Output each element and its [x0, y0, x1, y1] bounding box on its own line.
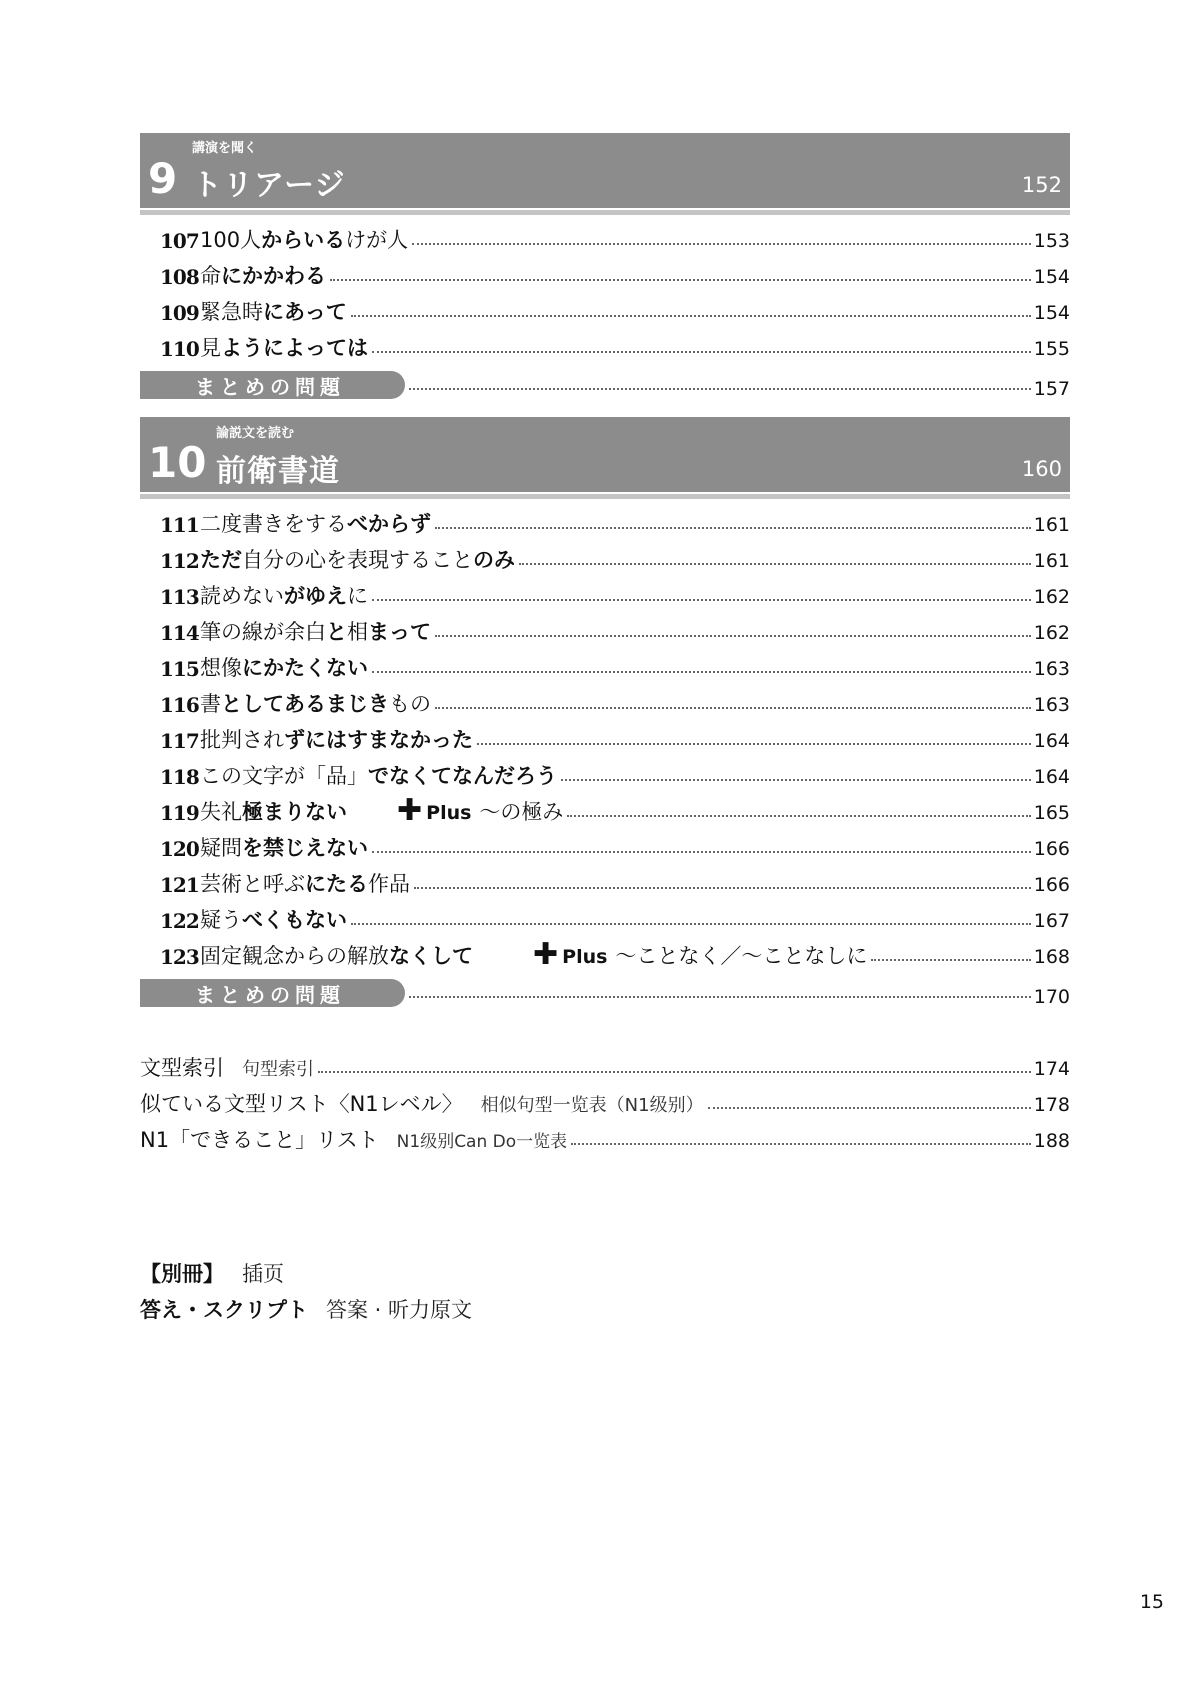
entry-title: 芸術と呼ぶにたる作品	[200, 871, 410, 896]
entry-number: 123	[160, 945, 199, 969]
toc-entry-120[interactable]	[160, 830, 1070, 860]
entry-number: 113	[160, 585, 199, 609]
entry-number: 112	[160, 549, 199, 573]
entry-title: 見ようによっては	[200, 335, 368, 360]
chapter-subtitle: 論説文を読む	[216, 426, 295, 441]
entry-title: 命にかかわる	[200, 263, 326, 288]
entry-page: 163	[1033, 658, 1070, 681]
page-number: 15	[1139, 1591, 1164, 1613]
leader-dots	[351, 315, 1031, 317]
entry-title: 筆の線が余白と相まって	[200, 619, 431, 644]
bessatsu-line-1	[140, 1262, 284, 1287]
appendix-entry-bunkei-index[interactable]	[140, 1050, 1070, 1080]
toc-entry-115[interactable]	[160, 650, 1070, 680]
chapter-underline	[140, 210, 1070, 215]
leader-dots	[372, 671, 1031, 673]
toc-entry-121[interactable]	[160, 866, 1070, 896]
chapter-underline	[140, 494, 1070, 499]
entry-page: 161	[1033, 550, 1070, 573]
toc-entry-123[interactable]	[160, 937, 1070, 972]
entry-number: 117	[160, 729, 199, 753]
toc-entry-114[interactable]	[160, 614, 1070, 644]
leader-dots	[477, 743, 1031, 745]
entry-page: 154	[1033, 302, 1070, 325]
appendix-title: N1「できること」リスト	[140, 1127, 379, 1152]
appendix-page: 178	[1033, 1094, 1070, 1117]
entry-number: 114	[160, 621, 199, 645]
entry-number: 109	[160, 301, 199, 325]
chapter-number: 10	[148, 438, 207, 487]
entry-number: 111	[160, 513, 199, 537]
toc-entry-113[interactable]	[160, 578, 1070, 608]
entry-page: 161	[1033, 514, 1070, 537]
toc-entry-110[interactable]	[160, 330, 1070, 360]
plus-note	[533, 937, 868, 972]
entry-number: 121	[160, 873, 199, 897]
plus-cross-icon: ✚	[533, 937, 559, 972]
entry-number: 118	[160, 765, 199, 789]
leader-dots	[435, 527, 1031, 529]
entry-page: 165	[1033, 802, 1070, 825]
appendix-title: 文型索引	[140, 1055, 224, 1080]
appendix-entry-similar-list[interactable]	[140, 1086, 1070, 1116]
chapter-number: 9	[148, 154, 178, 203]
entry-title: 100人からいるけが人	[200, 227, 409, 252]
leader-dots	[409, 996, 1031, 998]
summary-page: 170	[1033, 985, 1070, 1008]
leader-dots	[567, 815, 1030, 817]
entry-number: 108	[160, 265, 199, 289]
summary-pill: まとめの問題	[140, 979, 405, 1007]
leader-dots	[708, 1107, 1031, 1109]
chapter-title: トリアージ	[192, 168, 346, 203]
leader-dots	[330, 279, 1031, 281]
entry-title: 疑うべくもない	[200, 907, 347, 932]
bessatsu-cn: 插页	[242, 1262, 284, 1286]
entry-title: 批判されずにはすまなかった	[200, 727, 473, 752]
entry-title: 疑問を禁じえない	[200, 835, 368, 860]
entry-title: ただ自分の心を表現することのみ	[200, 547, 515, 572]
leader-dots	[571, 1143, 1031, 1145]
toc-entry-112[interactable]	[160, 542, 1070, 572]
entry-page: 162	[1033, 586, 1070, 609]
plus-text: ～ことなく／～ことなしに	[615, 943, 868, 968]
toc-entry-117[interactable]	[160, 722, 1070, 752]
entry-number: 122	[160, 909, 199, 933]
toc-entry-111[interactable]	[160, 506, 1070, 536]
plus-label: Plus	[562, 946, 608, 969]
leader-dots	[561, 779, 1031, 781]
entry-page: 162	[1033, 622, 1070, 645]
entry-page: 164	[1033, 766, 1070, 789]
entry-number: 107	[160, 229, 199, 253]
chapter-9-header	[140, 133, 1070, 208]
bessatsu-line-2	[140, 1298, 472, 1323]
entry-page: 168	[1033, 946, 1070, 969]
appendix-entry-can-do-list[interactable]	[140, 1122, 1070, 1152]
leader-dots	[372, 851, 1031, 853]
entry-title: 二度書きをするべからず	[200, 511, 431, 536]
entry-page: 153	[1033, 230, 1070, 253]
appendix-page: 188	[1033, 1130, 1070, 1153]
leader-dots	[871, 959, 1030, 961]
appendix-subtitle: 相似句型一览表（N1级别）	[480, 1095, 704, 1117]
entry-number: 110	[160, 337, 199, 361]
bessatsu-label: 【別冊】	[140, 1262, 224, 1286]
entry-page: 163	[1033, 694, 1070, 717]
entry-number: 119	[160, 801, 199, 825]
entry-page: 166	[1033, 874, 1070, 897]
entry-page: 167	[1033, 910, 1070, 933]
plus-note	[397, 793, 564, 828]
entry-page: 164	[1033, 730, 1070, 753]
entry-number: 120	[160, 837, 199, 861]
chapter-page: 160	[1021, 457, 1062, 481]
entry-title: この文字が「品」でなくてなんだろう	[200, 763, 557, 788]
entry-title: 緊急時にあって	[200, 299, 347, 324]
leader-dots	[372, 351, 1031, 353]
leader-dots	[414, 887, 1031, 889]
leader-dots	[372, 599, 1031, 601]
entry-number: 115	[160, 657, 199, 681]
answers-script-cn: 答案 · 听力原文	[326, 1298, 473, 1322]
leader-dots	[412, 243, 1031, 245]
toc-entry-122[interactable]	[160, 902, 1070, 932]
entry-title: 書としてあるまじきもの	[200, 691, 431, 716]
chapter-10-header	[140, 417, 1070, 492]
entry-page: 154	[1033, 266, 1070, 289]
summary-page: 157	[1033, 377, 1070, 400]
leader-dots	[351, 923, 1031, 925]
summary-problems-10[interactable]	[140, 978, 1070, 1008]
plus-text: ～の極み	[479, 799, 564, 824]
leader-dots	[409, 388, 1031, 390]
entry-title: 失礼極まりない	[200, 799, 347, 824]
entry-number: 116	[160, 693, 199, 717]
entry-title: 想像にかたくない	[200, 655, 368, 680]
leader-dots	[435, 707, 1031, 709]
leader-dots	[435, 635, 1031, 637]
entry-title: 読めないがゆえに	[200, 583, 368, 608]
appendix-subtitle: N1级别Can Do一览表	[396, 1132, 568, 1153]
toc-entry-116[interactable]	[160, 686, 1070, 716]
toc-entry-119[interactable]	[160, 793, 1070, 828]
toc-entry-109[interactable]	[160, 294, 1070, 324]
summary-problems-9[interactable]	[140, 370, 1070, 400]
appendix-page: 174	[1033, 1058, 1070, 1081]
toc-entry-107[interactable]	[160, 222, 1070, 252]
answers-script-label: 答え・スクリプト	[140, 1298, 308, 1322]
chapter-page: 152	[1021, 173, 1062, 197]
toc-entry-118[interactable]	[160, 758, 1070, 788]
chapter-title: 前衛書道	[216, 454, 340, 489]
entry-page: 166	[1033, 838, 1070, 861]
chapter-subtitle: 講演を聞く	[192, 141, 258, 156]
appendix-title: 似ている文型リスト〈N1レベル〉	[140, 1091, 463, 1116]
leader-dots	[519, 563, 1031, 565]
entry-title: 固定観念からの解放なくして	[200, 943, 473, 968]
toc-entry-108[interactable]	[160, 258, 1070, 288]
appendix-subtitle: 句型索引	[242, 1059, 314, 1081]
entry-page: 155	[1033, 338, 1070, 361]
leader-dots	[318, 1071, 1031, 1073]
summary-pill: まとめの問題	[140, 371, 405, 399]
plus-label: Plus	[426, 802, 472, 825]
plus-cross-icon: ✚	[397, 793, 423, 828]
